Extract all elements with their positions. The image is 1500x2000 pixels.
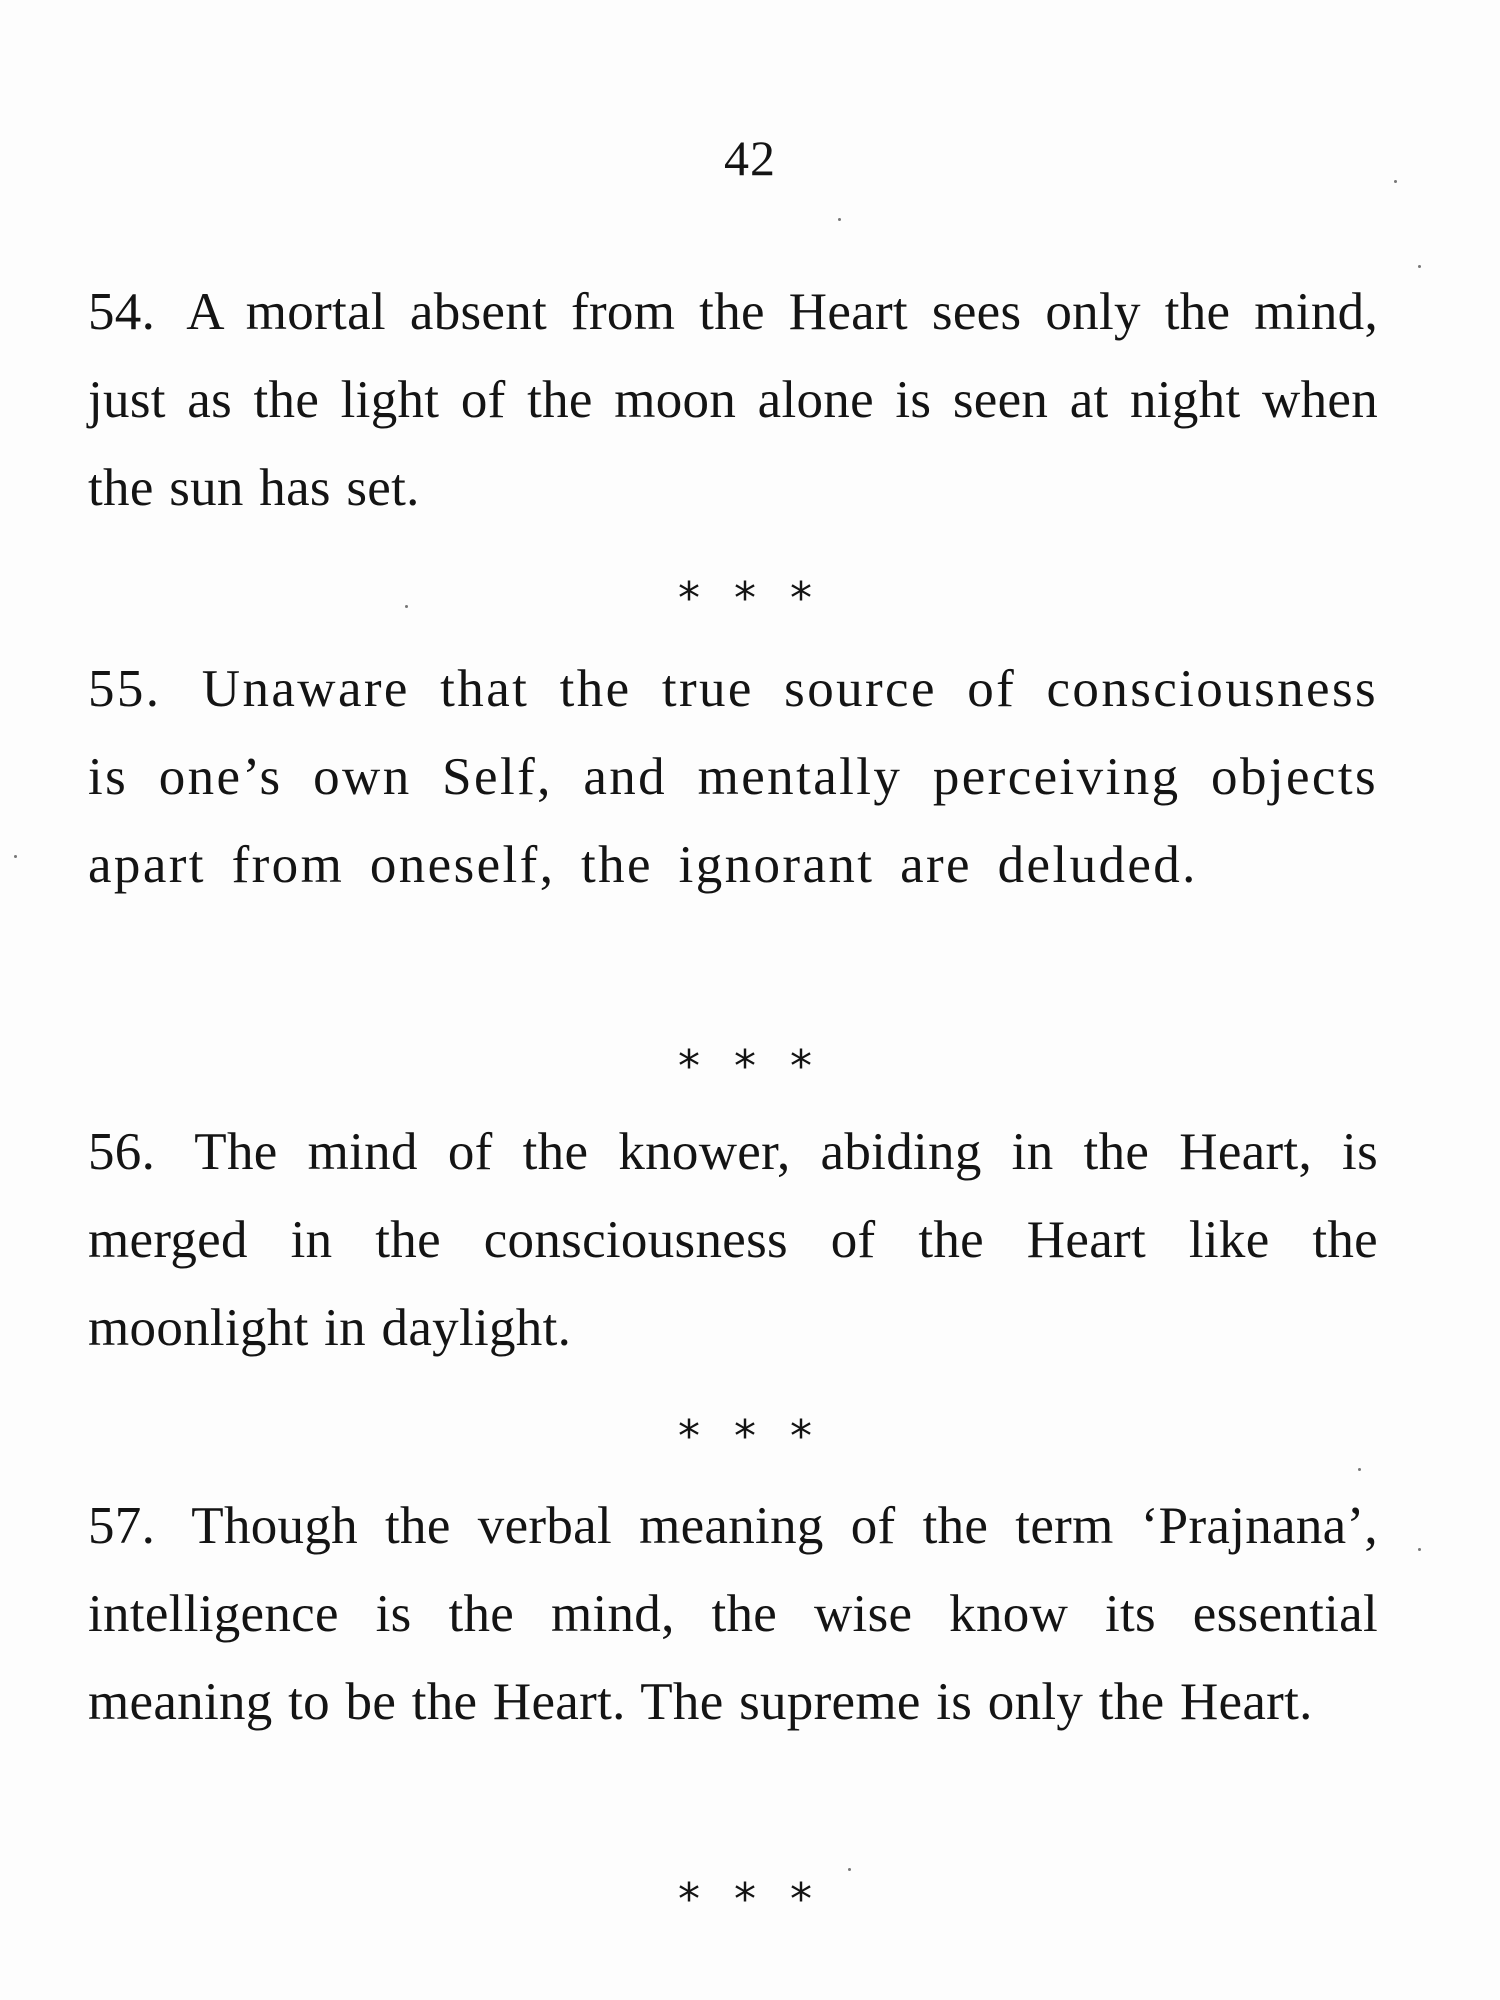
scan-speck — [1358, 1468, 1361, 1471]
verse-57 — [88, 1482, 1378, 1746]
scan-speck — [405, 605, 408, 608]
scan-speck — [838, 218, 841, 221]
section-separator: * * * — [678, 1411, 822, 1462]
scan-speck — [1418, 265, 1421, 268]
verse-number: 57. — [88, 1497, 156, 1555]
scan-speck — [1394, 180, 1397, 183]
verse-number: 54. — [88, 283, 156, 341]
verse-number: 55. — [88, 660, 162, 718]
scan-speck — [14, 855, 17, 858]
verse-text: A mortal absent from the Heart sees only the mind, just as the light of the moon alone is seen at night when the sun has set. — [88, 283, 1378, 517]
verse-text: Though the verbal meaning of the term ‘Prajnana’, intelligence is the mind, the wise know its essential meaning to be the Heart. The supreme is only the Heart. — [88, 1497, 1378, 1731]
section-separator: * * * — [678, 1874, 822, 1925]
page-number: 42 — [724, 130, 776, 186]
verse-text: The mind of the knower, abiding in the Heart, is merged in the consciousness of the Heart like the moonlight in daylight. — [88, 1123, 1379, 1357]
verse-text: Unaware that the true source of consciousness is one’s own Self, and mentally perceiving objects apart from oneself, the ignorant are deluded. — [88, 660, 1378, 894]
verse-number: 56. — [88, 1123, 156, 1181]
scan-speck — [1418, 1548, 1421, 1551]
scan-speck — [848, 1868, 851, 1871]
section-separator: * * * — [678, 573, 822, 624]
verse-56 — [88, 1108, 1378, 1372]
verse-55 — [88, 645, 1378, 909]
verse-54 — [88, 268, 1378, 532]
section-separator: * * * — [678, 1041, 822, 1092]
